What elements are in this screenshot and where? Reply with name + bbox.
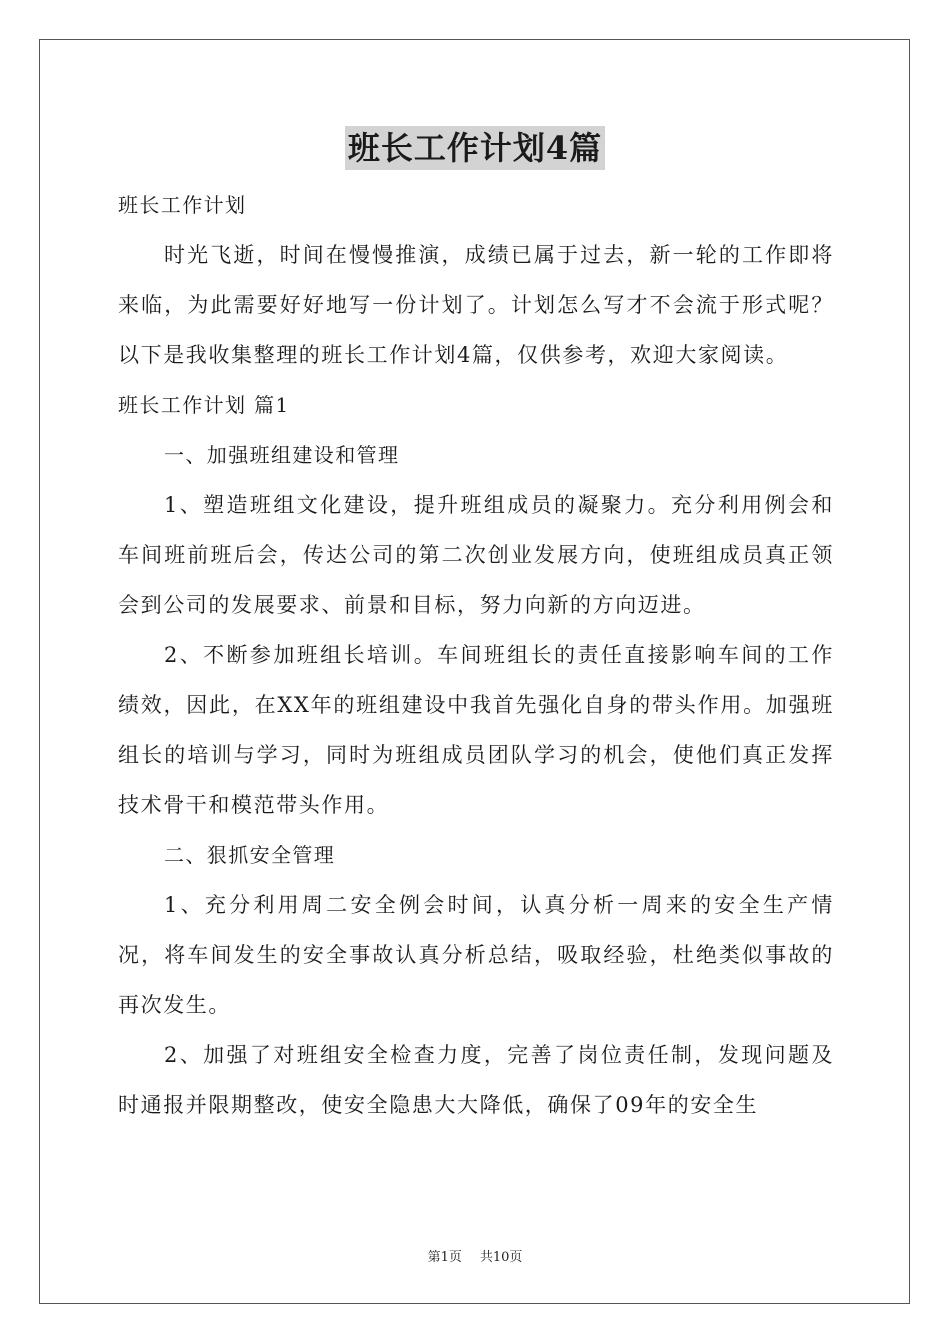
page-footer — [0, 1246, 950, 1265]
part1-heading: 一、加强班组建设和管理 — [164, 443, 400, 467]
document-title-text: 班长工作计划4篇 — [345, 126, 605, 170]
paragraph-4: 2、加强了对班组安全检查力度，完善了岗位责任制，发现问题及时通报并限期整改，使安全隐患大大降低，确保了09年的安全生 — [118, 1043, 834, 1117]
page-total: 共10页 — [479, 1250, 523, 1265]
page-number: 第1页 — [427, 1250, 462, 1265]
document-body — [118, 180, 834, 1130]
document-title — [0, 126, 950, 170]
document-subtitle: 班长工作计划 — [118, 193, 247, 217]
paragraph-1: 1、塑造班组文化建设，提升班组成员的凝聚力。充分利用例会和车间班前班后会，传达公司的第二次创业发展方向，使班组成员真正领会到公司的发展要求、前景和目标，努力向新的方向迈进。 — [118, 493, 834, 617]
intro-paragraph: 时光飞逝，时间在慢慢推演，成绩已属于过去，新一轮的工作即将来临，为此需要好好地写一份计划了。计划怎么写才不会流于形式呢？以下是我收集整理的班长工作计划4篇，仅供参考，欢迎大家阅读。 — [118, 243, 834, 367]
section-heading: 班长工作计划 篇1 — [118, 393, 290, 417]
paragraph-2: 2、不断参加班组长培训。车间班组长的责任直接影响车间的工作绩效，因此，在XX年的班组建设中我首先强化自身的带头作用。加强班组长的培训与学习，同时为班组成员团队学习的机会，使他们真正发挥技术骨干和模范带头作用。 — [118, 643, 834, 817]
paragraph-3: 1、充分利用周二安全例会时间，认真分析一周来的安全生产情况，将车间发生的安全事故认真分析总结，吸取经验，杜绝类似事故的再次发生。 — [118, 893, 834, 1017]
part2-heading: 二、狠抓安全管理 — [164, 843, 336, 867]
